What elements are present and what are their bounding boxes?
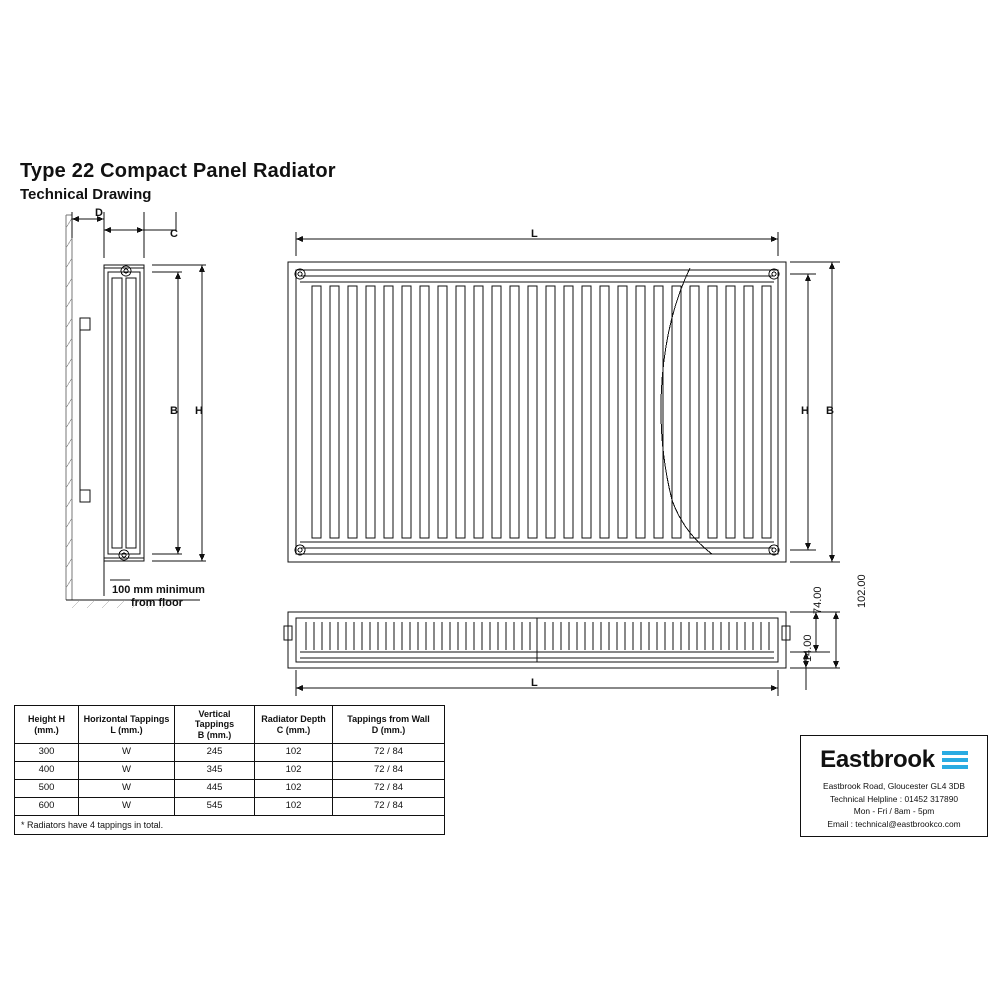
dim-label-plan-L: L xyxy=(531,677,538,689)
table-footnote: * Radiators have 4 tappings in total. xyxy=(15,815,445,834)
cell-horizontal: W xyxy=(79,779,175,797)
column-header-wall-line1: Tappings from Wall xyxy=(347,714,430,725)
cell-depth: 102 xyxy=(255,744,333,762)
cell-wall: 72 / 84 xyxy=(333,744,445,762)
cell-vertical: 245 xyxy=(175,744,255,762)
cell-horizontal: W xyxy=(79,744,175,762)
cell-horizontal: W xyxy=(79,797,175,815)
dim-label-front-L: L xyxy=(531,228,538,240)
cell-depth: 102 xyxy=(255,779,333,797)
page-subtitle: Technical Drawing xyxy=(20,186,152,203)
specification-table xyxy=(14,705,445,835)
cell-height: 500 xyxy=(15,779,79,797)
cell-height: 400 xyxy=(15,761,79,779)
table-footnote-row xyxy=(15,815,445,834)
dim-label-front-B: B xyxy=(826,405,834,417)
brand-hours: Mon - Fri / 8am - 5pm xyxy=(853,806,935,817)
cell-depth: 102 xyxy=(255,761,333,779)
cell-wall: 72 / 84 xyxy=(333,779,445,797)
column-header-horizontal-line1: Horizontal Tappings xyxy=(83,714,170,725)
brand-mark-icon xyxy=(942,751,968,769)
cell-depth: 102 xyxy=(255,797,333,815)
column-header-height-line2: (mm.) xyxy=(34,724,59,735)
table-row xyxy=(15,797,445,815)
brand-email: Email : technical@eastbrookco.com xyxy=(827,818,961,829)
table-row xyxy=(15,761,445,779)
brand-address: Eastbrook Road, Gloucester GL4 3DB xyxy=(823,781,965,791)
cell-vertical: 445 xyxy=(175,779,255,797)
dim-label-side-H: H xyxy=(195,405,203,417)
cell-height: 300 xyxy=(15,744,79,762)
column-header-vertical-tappings xyxy=(175,706,255,744)
cell-wall: 72 / 84 xyxy=(333,797,445,815)
dim-label-14: 14.00 xyxy=(802,634,814,662)
table-row xyxy=(15,744,445,762)
brand-name: Eastbrook xyxy=(820,746,935,773)
floor-note-line2: from floor xyxy=(131,597,183,609)
dim-label-front-H: H xyxy=(801,405,809,417)
column-header-height xyxy=(15,706,79,744)
column-header-depth-line2: C (mm.) xyxy=(276,724,311,735)
dim-label-C: C xyxy=(170,228,178,240)
dim-label-74: 74.00 xyxy=(812,586,824,614)
column-header-depth-line1: Radiator Depth xyxy=(261,714,326,725)
dim-label-side-B: B xyxy=(170,405,178,417)
floor-note-line1: 100 mm minimum xyxy=(112,584,205,596)
brand-logo xyxy=(801,746,987,774)
column-header-vertical-line2: B (mm.) xyxy=(197,729,232,740)
column-header-tappings-from-wall xyxy=(333,706,445,744)
column-header-vertical-line1: Vertical Tappings xyxy=(194,709,235,730)
dim-label-D: D xyxy=(95,207,103,219)
cell-wall: 72 / 84 xyxy=(333,761,445,779)
column-header-wall-line2: D (mm.) xyxy=(371,724,406,735)
column-header-horizontal-tappings xyxy=(79,706,175,744)
cell-horizontal: W xyxy=(79,761,175,779)
column-header-height-line1: Height H xyxy=(28,714,65,725)
page-title: Type 22 Compact Panel Radiator xyxy=(20,160,336,182)
cell-vertical: 345 xyxy=(175,761,255,779)
table-header-row xyxy=(15,706,445,744)
dim-label-102: 102.00 xyxy=(856,574,868,608)
brand-box xyxy=(800,735,988,837)
cell-height: 600 xyxy=(15,797,79,815)
brand-contact xyxy=(801,780,987,830)
brand-helpline: Technical Helpline : 01452 317890 xyxy=(829,793,959,804)
column-header-radiator-depth xyxy=(255,706,333,744)
column-header-horizontal-line2: L (mm.) xyxy=(110,724,143,735)
cell-vertical: 545 xyxy=(175,797,255,815)
table-row xyxy=(15,779,445,797)
